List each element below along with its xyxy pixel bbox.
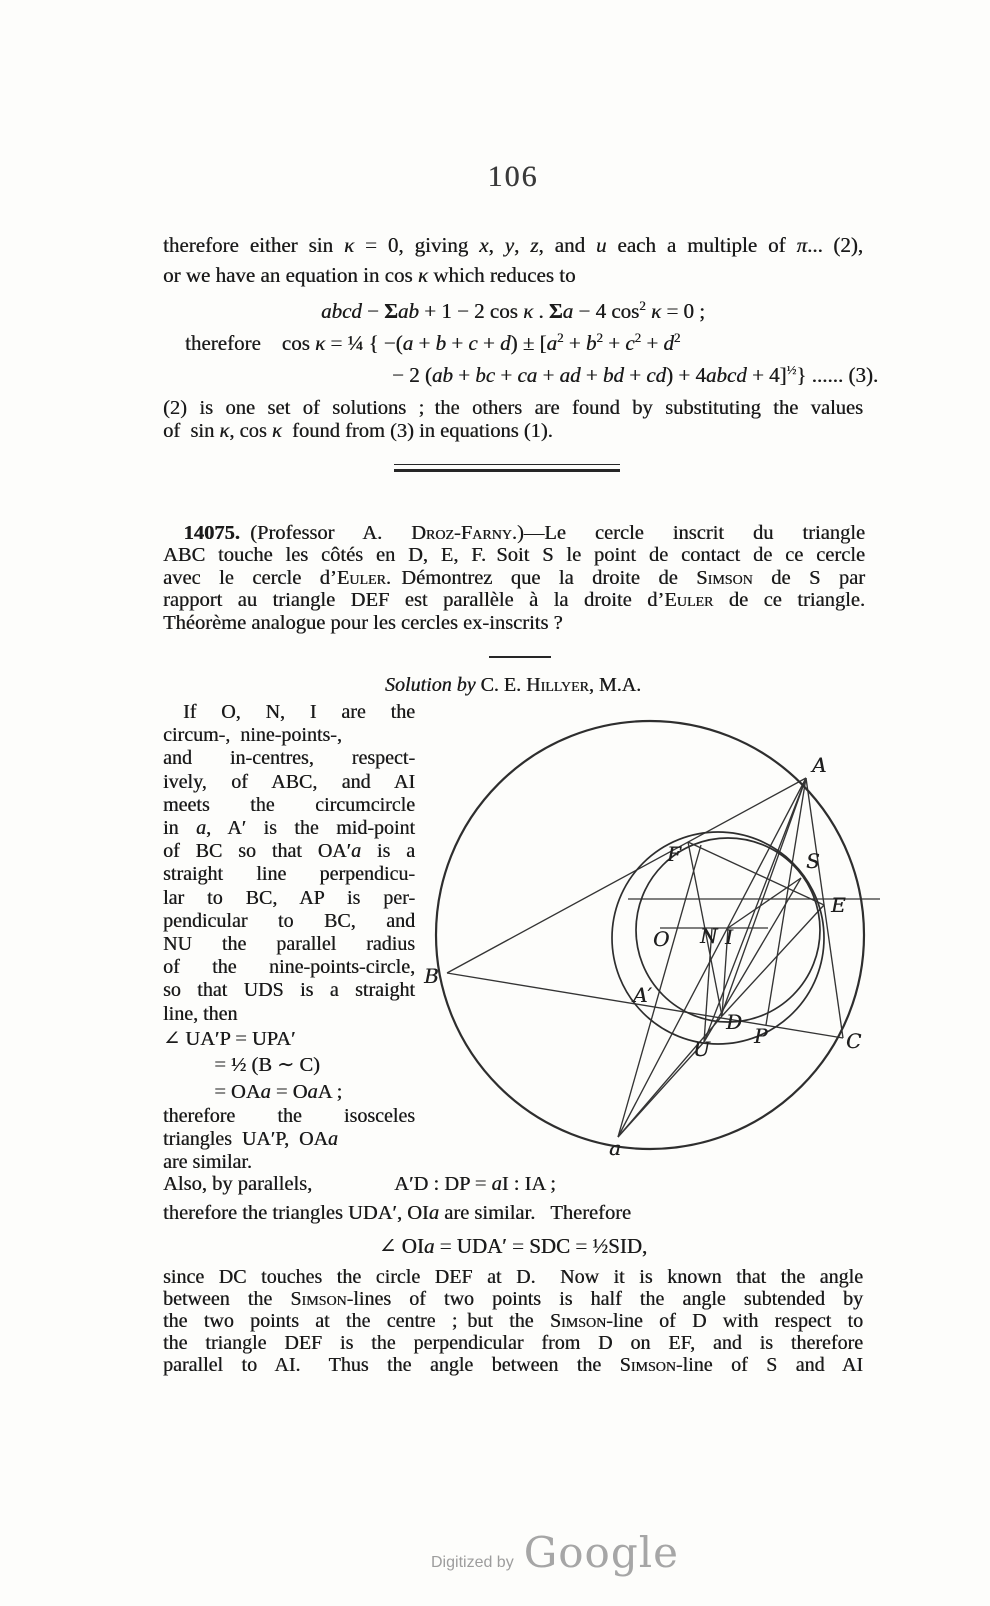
text-line: ABC touche les côtés en D, E, F. Soit S le point de contact de ce cercle [163, 544, 865, 567]
digitized-by-text: Digitized by [431, 1554, 514, 1571]
text-line: between the Simson-lines of two points is half the angle subtended by [163, 1288, 864, 1310]
figure-label-p: P [754, 1024, 768, 1048]
text-line: Théorème analogue pour les cercles ex-inscrits ? [163, 611, 563, 634]
text-line: lar to BC, AP is per- [163, 886, 415, 909]
solution-column-text-2 [163, 1105, 415, 1173]
text-line: = OAa = OaA ; [163, 1080, 343, 1103]
line-a-d [721, 778, 806, 1016]
also-by-parallels-line: Also, by parallels, A′D : DP = aI : IA ; [163, 1173, 556, 1195]
text-line: meets the circumcircle [163, 793, 415, 816]
text-line: the two points at the centre ; but the Simson-line of D with respect to [163, 1310, 863, 1332]
text-line: = ½ (B ∼ C) [163, 1054, 320, 1077]
text-line: since DC touches the circle DEF at D. Now it is known that the angle [163, 1266, 863, 1288]
text-line: in a, A′ is the mid-point [163, 817, 416, 840]
display-equation-2-line1: therefore cos κ = ¼ { $-(a + b + c + d) \pm [a^2 + b^2 + c^2 + d^2$ [185, 330, 681, 355]
text-line: of sin κ, cos κ found from (3) in equations (1). [163, 419, 553, 442]
display-equation-1: abcd − Σab + 1 − 2 cos κ . Σa − 4 $\cos^2 \kappa = 0$ ; [320, 298, 706, 323]
text-line: parallel to AI. Thus the angle between the Simson-line of S and AI [163, 1354, 863, 1376]
side-ab [447, 778, 806, 973]
text-line: ively, of ABC, and AI [163, 770, 415, 793]
figure-label-f: F [667, 842, 681, 866]
circumcircle [436, 721, 864, 1149]
figure-label-s: S [806, 849, 820, 873]
solution-column-text-1 [163, 701, 415, 1026]
text-line: rapport au triangle DEF est parallèle à la droite d’Euler de ce triangle. [163, 589, 865, 612]
text-line: therefore the isosceles [163, 1105, 415, 1127]
solution-byline: Solution by C. E. Hillyer, M.A. [384, 674, 642, 696]
text-line: NU the parallel radius [163, 933, 415, 956]
text-line: so that UDS is a straight [163, 979, 415, 1002]
text-line: of the nine-points-circle, [163, 956, 415, 979]
problem-statement [163, 522, 865, 634]
text-line: If O, N, I are the [163, 701, 415, 723]
text-line: 14075. (Professor A. Droz-Farny.)—Le cercle inscrit du triangle [183, 522, 866, 544]
text-line: therefore either sin κ = 0, giving x, y, z, and u each a multiple of π... (2), [163, 233, 864, 257]
google-logo: Google [523, 1528, 679, 1577]
text-line: of BC so that OA′a is a [163, 840, 416, 863]
intro-paragraph [163, 230, 863, 290]
figure-label-b: B [424, 964, 439, 988]
line-lower-a-d [618, 1016, 722, 1137]
figure-label-a′: A′ [633, 983, 652, 1007]
text-line: (2) is one set of solutions ; the others are found by substituting the values [163, 397, 863, 419]
figure-label-i: I [725, 925, 733, 949]
figure-label-o: O [653, 927, 670, 951]
figure-label-c: C [846, 1029, 862, 1053]
text-line: line, then [163, 1002, 238, 1025]
text-line: or we have an equation in cos κ which reduces to [163, 263, 576, 287]
figure-label-d: D [726, 1010, 743, 1034]
therefore-triangles-line: therefore the triangles UDA′, OIa are similar. Therefore [163, 1202, 632, 1224]
figure-label-n: N [700, 924, 718, 948]
text-line: ∠ UA′P = UPA′ [163, 1028, 296, 1050]
figure-label-u: U [693, 1037, 710, 1061]
line-u-d-s [704, 878, 801, 1042]
angle-equation-line: ∠ OIa = UDA′ = SDC = ½SID, [378, 1234, 648, 1258]
text-line: straight line perpendicu- [163, 863, 415, 886]
page-number: 106 [487, 160, 539, 193]
text-line: avec le cercle d’Euler. Démontrez que la droite de Simson de S par [163, 566, 866, 589]
text-line: pendicular to BC, and [163, 909, 415, 932]
figure-label-a: A [812, 753, 827, 777]
figure-label-e: E [831, 893, 846, 917]
geometry-figure [413, 690, 890, 1160]
intro-closing-paragraph [163, 397, 863, 442]
text-line: are similar. [163, 1150, 252, 1173]
figure-label-a: a [609, 1136, 621, 1160]
digitized-footer [60, 1528, 990, 1577]
text-line: and in-centres, respect- [163, 747, 415, 770]
solution-divider-rule [489, 656, 551, 658]
line-f-e [688, 842, 824, 905]
section-divider-double-rule [394, 464, 620, 472]
display-equation-2-line2: − 2 (ab + bc + ca + ad + bd + cd) + 4abcd + 4]$^{\frac{1}{2}}$} ...... (3). [392, 362, 879, 387]
final-paragraph [163, 1266, 863, 1376]
text-line: the triangle DEF is the perpendicular from D on EF, and is therefore [163, 1332, 863, 1354]
text-line: triangles UA′P, OAa [163, 1127, 338, 1150]
text-line: circum-, nine-points-, [163, 724, 342, 747]
